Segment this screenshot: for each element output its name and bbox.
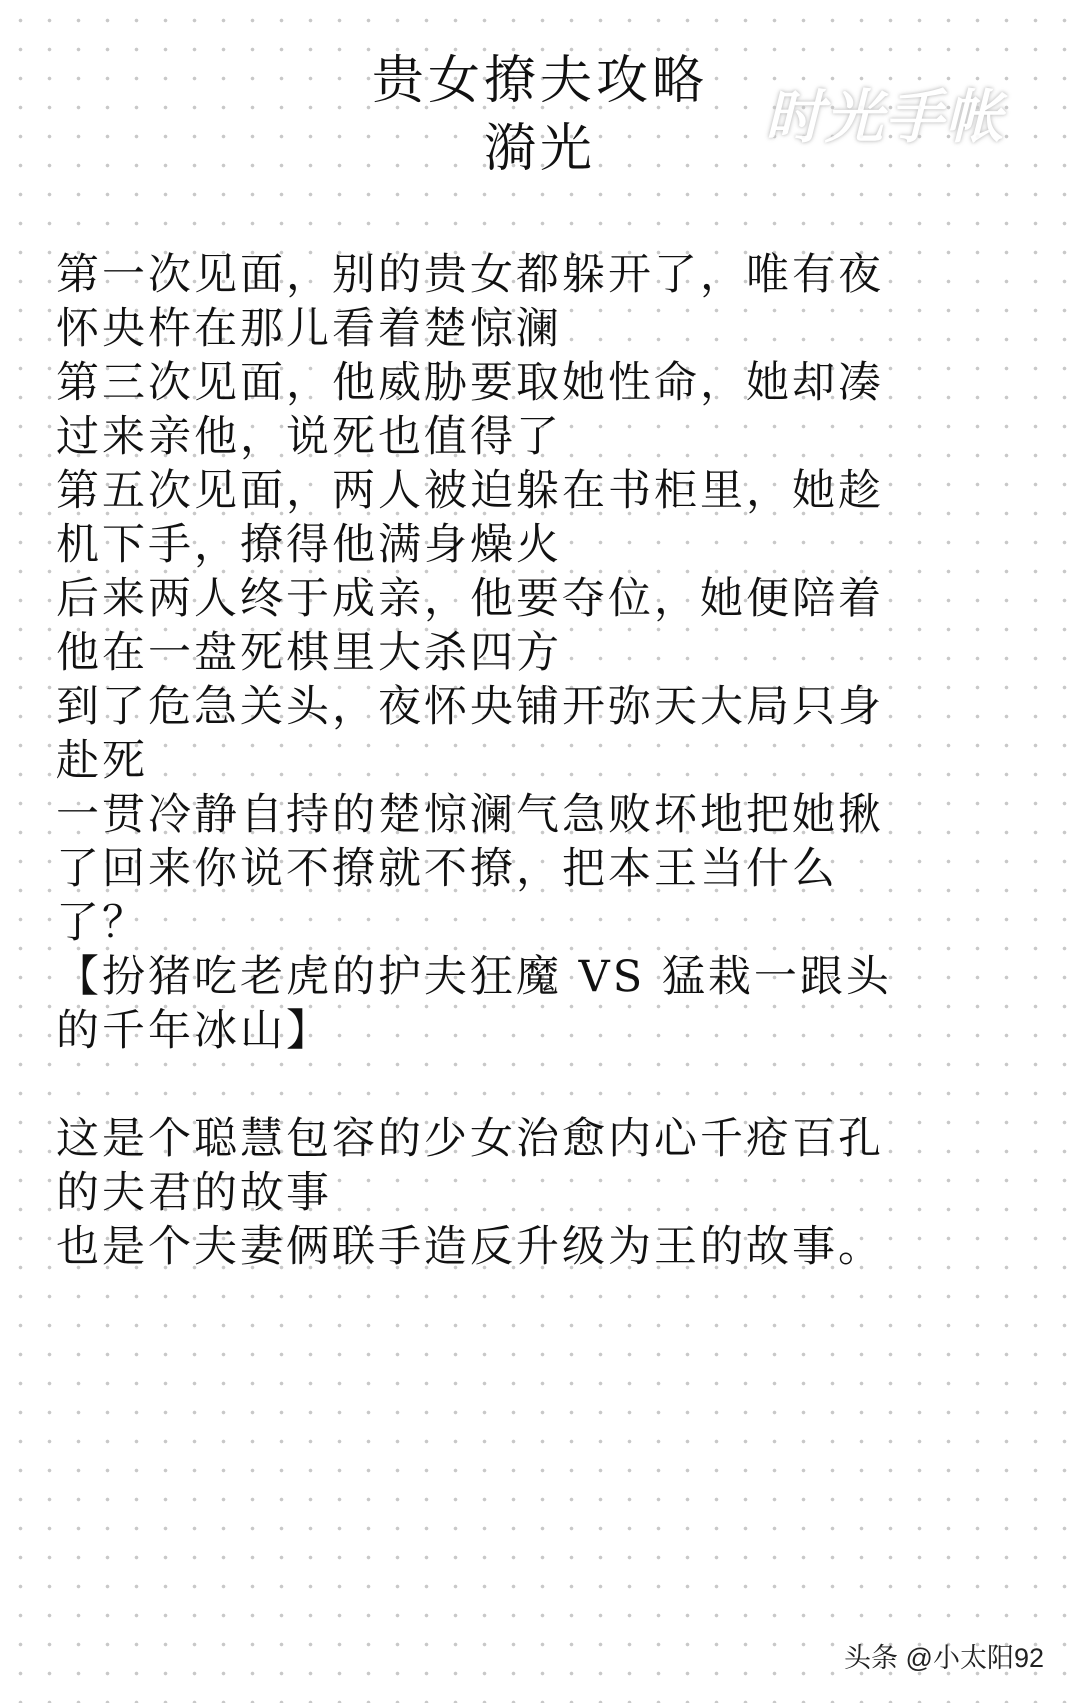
- synopsis-line: 第一次见面，别的贵女都躲开了，唯有夜: [56, 250, 884, 300]
- synopsis-line: 的夫君的故事: [56, 1168, 332, 1218]
- app-watermark: 时光手帐: [765, 83, 1006, 151]
- synopsis-line: 怀央杵在那儿看着楚惊澜: [56, 304, 562, 354]
- synopsis-line: 第五次见面，两人被迫躲在书柜里，她趁: [56, 466, 884, 516]
- synopsis-line: 【扮猪吃老虎的护夫狂魔 VS 猛栽一跟头: [56, 952, 892, 1002]
- synopsis-line: 机下手，撩得他满身燥火: [56, 520, 562, 570]
- synopsis-line: 赴死: [56, 736, 148, 786]
- synopsis-line: 他在一盘死棋里大杀四方: [56, 628, 562, 678]
- synopsis-line: 了回来你说不撩就不撩，把本王当什么: [56, 844, 838, 894]
- synopsis-line: 的千年冰山】: [56, 1006, 332, 1056]
- synopsis-text: [56, 248, 1031, 1274]
- synopsis-line: 到了危急关头，夜怀央铺开弥天大局只身: [56, 682, 884, 732]
- synopsis-line: 了？: [56, 898, 148, 948]
- synopsis-line: 后来两人终于成亲，他要夺位，她便陪着: [56, 574, 884, 624]
- synopsis-line: 这是个聪慧包容的少女治愈内心千疮百孔: [56, 1114, 884, 1164]
- paragraph-gap: [56, 1058, 1031, 1112]
- book-title: 贵女撩夫攻略: [371, 51, 708, 111]
- synopsis-line: 一贯冷静自持的楚惊澜气急败坏地把她揪: [56, 790, 884, 840]
- synopsis-line: 过来亲他，说死也值得了: [56, 412, 562, 462]
- synopsis-line: 也是个夫妻俩联手造反升级为王的故事。: [56, 1222, 884, 1272]
- book-author: 漪光: [483, 119, 596, 179]
- synopsis-line: 第三次见面，他威胁要取她性命，她却凑: [56, 358, 884, 408]
- source-credit: 头条 @小太阳92: [844, 1643, 1044, 1673]
